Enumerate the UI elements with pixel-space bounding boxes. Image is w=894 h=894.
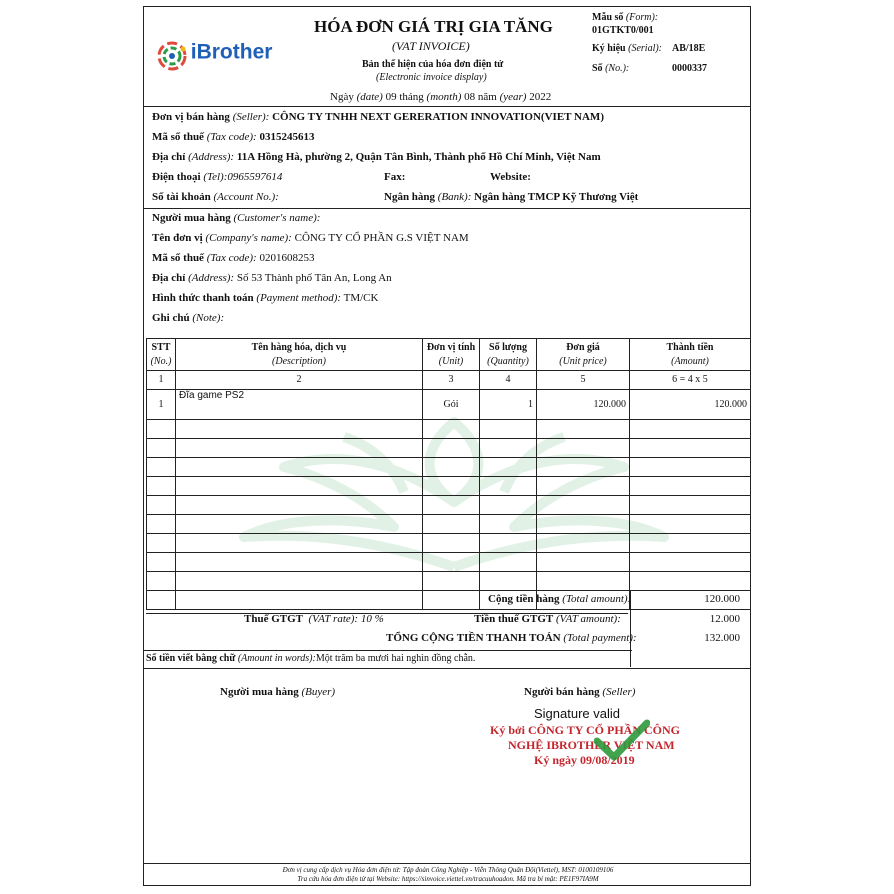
- invoice-date: Ngày (date) 09 tháng (month) 08 năm (year) 2022: [330, 91, 552, 103]
- table-row: [147, 572, 751, 591]
- empty-cell: [423, 439, 480, 458]
- divider: [144, 650, 632, 651]
- seller-website-label: Website:: [490, 171, 531, 183]
- empty-cell: [176, 420, 423, 439]
- seller-account-row: Số tài khoản (Account No.):: [152, 191, 279, 203]
- footer-provider: Đơn vị cung cấp dịch vụ Hóa đơn điện tử: Tập đoàn Công Nghiệp - Viễn Thông Quân Đội(Viettel), MST: 0100109106: [282, 866, 614, 874]
- empty-cell: [537, 572, 630, 591]
- header-quantity: Số lượng (Quantity): [480, 339, 537, 371]
- table-row: [147, 390, 751, 420]
- signature-valid-text: Signature valid: [534, 706, 620, 721]
- empty-cell: [630, 458, 751, 477]
- empty-cell: [147, 515, 176, 534]
- invoice-title-en: (VAT INVOICE): [392, 39, 470, 53]
- empty-cell: [176, 553, 423, 572]
- table-row: [147, 534, 751, 553]
- empty-cell: [630, 420, 751, 439]
- empty-cell: [537, 553, 630, 572]
- index-cell: 4: [480, 371, 537, 390]
- empty-cell: [480, 515, 537, 534]
- header-unit-price: Đơn giá (Unit price): [537, 339, 630, 371]
- cell-quantity: 1: [480, 390, 537, 420]
- table-row: [147, 439, 751, 458]
- empty-cell: [147, 572, 176, 591]
- buyer-tax-row: Mã số thuế (Tax code): 0201608253: [152, 252, 315, 264]
- total-label: TỔNG CỘNG TIỀN THANH TOÁN (Total payment):: [386, 632, 637, 644]
- empty-cell: [423, 458, 480, 477]
- index-cell: 5: [537, 371, 630, 390]
- table-row: [147, 553, 751, 572]
- empty-cell: [480, 572, 537, 591]
- invoice-subtitle-en: (Electronic invoice display): [376, 72, 487, 83]
- cell-amount: 120.000: [630, 390, 751, 420]
- number-value: 0000337: [672, 63, 707, 74]
- index-cell: 2: [176, 371, 423, 390]
- empty-cell: [630, 496, 751, 515]
- empty-cell: [480, 477, 537, 496]
- empty-cell: [176, 477, 423, 496]
- amount-in-words-row: Số tiền viết bằng chữ (Amount in words):Một trăm ba mươi hai nghìn đồng chẵn.: [146, 653, 476, 664]
- empty-cell: [176, 515, 423, 534]
- table-row: [147, 458, 751, 477]
- signed-by-line-1: Ký bởi CÔNG TY CỔ PHẦN CÔNG: [490, 723, 680, 737]
- empty-cell: [147, 477, 176, 496]
- empty-cell: [537, 439, 630, 458]
- index-cell: 3: [423, 371, 480, 390]
- cell-unit-price: 120.000: [537, 390, 630, 420]
- divider: [144, 106, 750, 107]
- index-cell: 6 = 4 x 5: [630, 371, 751, 390]
- divider: [144, 668, 750, 669]
- seller-signature-label: Người bán hàng (Seller): [524, 686, 636, 698]
- empty-cell: [630, 477, 751, 496]
- seller-name-row: Đơn vị bán hàng (Seller): CÔNG TY TNHH NEXT GERERATION INNOVATION(VIET NAM): [152, 111, 604, 123]
- empty-cell: [423, 553, 480, 572]
- divider: [630, 591, 631, 667]
- empty-cell: [537, 420, 630, 439]
- table-row: [147, 515, 751, 534]
- seller-phone-row: Điện thoại (Tel):0965597614: [152, 171, 283, 183]
- buyer-payment-row: Hình thức thanh toán (Payment method): TM/CK: [152, 292, 379, 304]
- footer-lookup: Tra cứu hóa đơn điện tử tại Website: https://sinvoice.viettel.vn/tracuuhoadon. Mã tra bí mật: PE1F97IA9M: [297, 875, 599, 883]
- table-row: [147, 420, 751, 439]
- empty-cell: [147, 591, 176, 610]
- empty-cell: [147, 534, 176, 553]
- cell-description: Đĩa game PS2: [176, 390, 423, 420]
- invoice-page: [143, 6, 751, 886]
- buyer-address-row: Địa chỉ (Address): Số 53 Thành phố Tân An, Long An: [152, 272, 392, 284]
- empty-cell: [423, 591, 480, 610]
- serial-value: AB/18E: [672, 43, 706, 54]
- buyer-company-row: Tên đơn vị (Company's name): CÔNG TY CỔ PHẦN G.S VIỆT NAM: [152, 232, 469, 244]
- items-table: [146, 338, 751, 610]
- number-label: Số (No.):: [592, 63, 630, 74]
- cell-unit: Gói: [423, 390, 480, 420]
- empty-cell: [630, 572, 751, 591]
- serial-label: Ký hiệu (Serial):: [592, 43, 663, 54]
- empty-cell: [537, 496, 630, 515]
- empty-cell: [147, 496, 176, 515]
- divider: [144, 208, 750, 209]
- header-unit: Đơn vị tính (Unit): [423, 339, 480, 371]
- table-header-row: [147, 339, 751, 371]
- logo-text: iBrother: [190, 40, 273, 64]
- subtotal-value: 120.000: [704, 593, 740, 605]
- empty-cell: [176, 439, 423, 458]
- divider: [144, 863, 750, 864]
- seller-fax-label: Fax:: [384, 171, 406, 183]
- logo-circle-icon: [156, 40, 188, 72]
- empty-cell: [176, 458, 423, 477]
- empty-cell: [423, 420, 480, 439]
- form-label: Mẫu số (Form):: [592, 12, 659, 23]
- empty-cell: [176, 534, 423, 553]
- header-amount: Thành tiền (Amount): [630, 339, 751, 371]
- empty-cell: [630, 515, 751, 534]
- table-row: [147, 496, 751, 515]
- cell-no: 1: [147, 390, 176, 420]
- empty-cell: [176, 496, 423, 515]
- empty-cell: [176, 572, 423, 591]
- empty-cell: [147, 439, 176, 458]
- empty-cell: [537, 515, 630, 534]
- table-row: [147, 591, 751, 610]
- empty-cell: [630, 439, 751, 458]
- empty-cell: [423, 496, 480, 515]
- seller-address-row: Địa chỉ (Address): 11A Hồng Hà, phường 2, Quận Tân Bình, Thành phố Hồ Chí Minh, Việt Nam: [152, 151, 601, 163]
- invoice-title: HÓA ĐƠN GIÁ TRỊ GIA TĂNG: [314, 17, 553, 36]
- invoice-subtitle: Bản thể hiện của hóa đơn điện tử: [362, 59, 504, 70]
- brand-logo: [156, 40, 272, 72]
- empty-cell: [147, 458, 176, 477]
- empty-cell: [537, 534, 630, 553]
- empty-cell: [480, 458, 537, 477]
- empty-cell: [423, 515, 480, 534]
- signature-check-icon: [594, 719, 650, 763]
- empty-cell: [176, 591, 423, 610]
- empty-cell: [480, 553, 537, 572]
- vat-amount-value: 12.000: [709, 613, 740, 625]
- empty-cell: [537, 458, 630, 477]
- empty-cell: [630, 534, 751, 553]
- buyer-signature-label: Người mua hàng (Buyer): [220, 686, 336, 698]
- empty-cell: [480, 496, 537, 515]
- empty-cell: [480, 534, 537, 553]
- empty-cell: [480, 439, 537, 458]
- buyer-person-row: Người mua hàng (Customer's name):: [152, 212, 321, 224]
- empty-cell: [537, 477, 630, 496]
- header-no: STT (No.): [147, 339, 176, 371]
- empty-cell: [147, 553, 176, 572]
- empty-cell: [630, 553, 751, 572]
- seller-tax-row: Mã số thuế (Tax code): 0315245613: [152, 131, 315, 143]
- empty-cell: [423, 534, 480, 553]
- empty-cell: [147, 420, 176, 439]
- table-index-row: [147, 371, 751, 390]
- table-row: [147, 477, 751, 496]
- seller-bank-row: Ngân hàng (Bank): Ngân hàng TMCP Kỹ Thương Việt: [384, 191, 639, 203]
- signed-by-line-2: NGHỆ IBROTHER VIỆT NAM: [508, 738, 675, 752]
- empty-cell: [480, 420, 537, 439]
- header-description: Tên hàng hóa, dịch vụ (Description): [176, 339, 423, 371]
- buyer-note-row: Ghi chú (Note):: [152, 312, 225, 324]
- vat-amount-label: Tiền thuế GTGT (VAT amount):: [474, 613, 621, 625]
- empty-cell: [423, 572, 480, 591]
- empty-cell: [423, 477, 480, 496]
- subtotal-label: Cộng tiền hàng (Total amount):: [488, 593, 632, 605]
- form-value: 01GTKT0/001: [592, 25, 654, 36]
- index-cell: 1: [147, 371, 176, 390]
- total-value: 132.000: [704, 632, 740, 644]
- signed-date: Ký ngày 09/08/2019: [534, 753, 635, 767]
- vat-rate-label: Thuế GTGT (VAT rate): 10 %: [244, 613, 384, 625]
